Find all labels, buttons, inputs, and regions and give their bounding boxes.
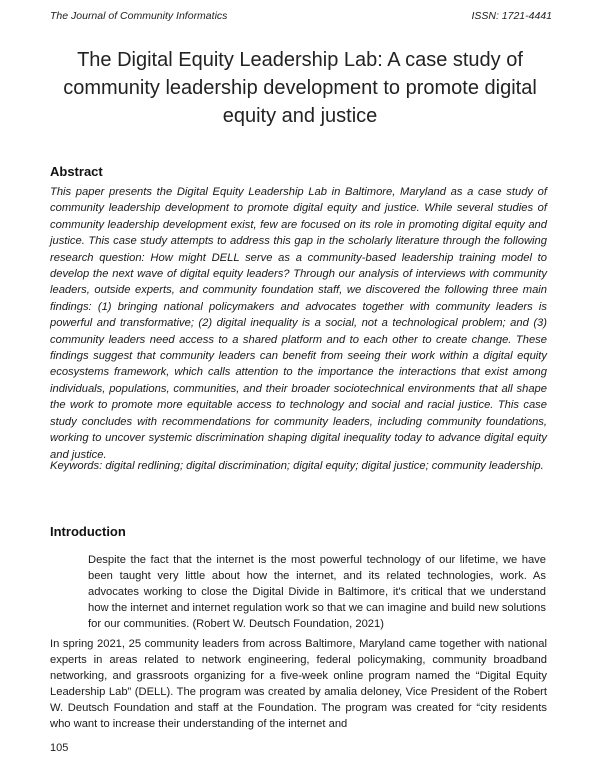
issn: ISSN: 1721-4441	[471, 10, 552, 22]
page-number: 105	[50, 742, 69, 754]
introduction-paragraph: In spring 2021, 25 community leaders from across Baltimore, Maryland came together with national experts in areas related to network engineering, federal policymaking, community broadband networking, and grassroots organizing for a five-week online program named the “Digital Equity Leadership Lab” (DELL). The program was created by amalia deloney, Vice President of the Robert W. Deutsch Foundation and staff at the Foundation. The program was created for “city residents who want to increase their understanding of the internet and	[50, 638, 547, 730]
running-header	[50, 10, 552, 22]
epigraph-quote: Despite the fact that the internet is the most powerful technology of our lifetime, we have been taught very little about how the internet, and its related technologies, work. As advocates working to close the Digital Divide in Baltimore, it's critical that we understand how the internet and internet regulation work so that we can imagine and build new solutions for our communities. (Robert W. Deutsch Foundation, 2021)	[88, 554, 546, 630]
abstract-heading: Abstract	[50, 164, 103, 179]
paper-title: The Digital Equity Leadership Lab: A case study of community leadership development to promote digital equity and justice	[63, 49, 537, 127]
keywords: Keywords: digital redlining; digital discrimination; digital equity; digital justice; community leadership.	[50, 460, 544, 472]
journal-name: The Journal of Community Informatics	[50, 10, 228, 22]
introduction-heading: Introduction	[50, 524, 126, 539]
abstract-body: This paper presents the Digital Equity Leadership Lab in Baltimore, Maryland as a case study of community leadership development to promote digital equity and justice. While several studies of community leadership development exist, few are focused on its role in promoting digital equity and justice. This case study attempts to address this gap in the scholarly literature through the following research question: How might DELL serve as a community-based leadership training model to develop the next wave of digital equity leaders? Through our analysis of interviews with community leaders, outside experts, and community foundation staff, we discovered the following three main findings: (1) bringing national policymakers and advocates together with community leaders is powerful and transformative; (2) digital inequality is a social, not a technological problem; and (3) community leaders need access to a shared platform and to each other to create change. These findings suggest that community leaders can benefit from seeing their work within a digital equity ecosystems framework, which calls attention to the importance the interactions that exist among individuals, populations, communities, and their broader sociotechnical environments that all shape the work to promote more equitable access to technology and social and racial justice. This case study concludes with recommendations for community leaders, including community foundations, working to uncover systemic discrimination shaping digital inequality today to advance digital equity and justice.	[50, 186, 547, 461]
